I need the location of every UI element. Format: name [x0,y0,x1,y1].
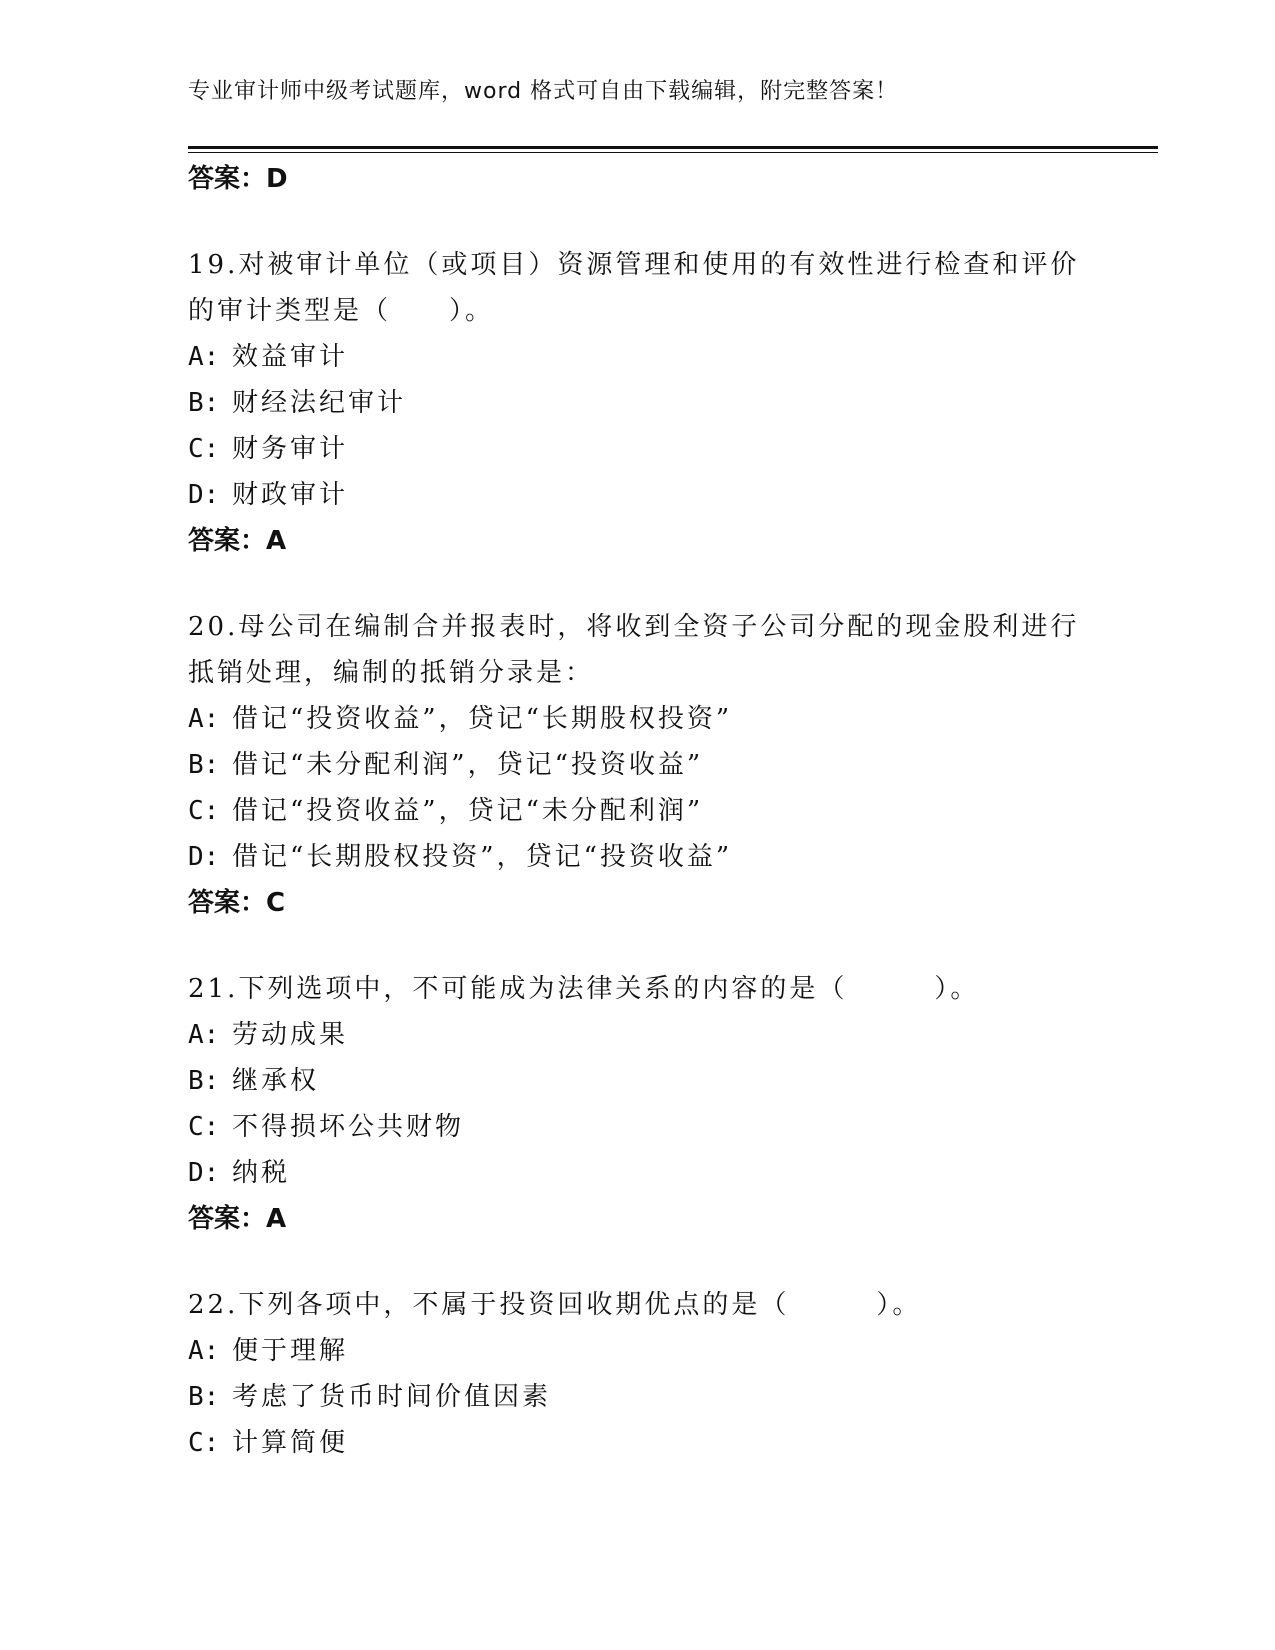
option-21-c: C: 不得损坏公共财物 [188,1112,465,1142]
option-22-a: A: 便于理解 [188,1336,349,1366]
question-list [188,156,1088,1466]
page-header: 专业审计师中级考试题库，word 格式可自由下载编辑，附完整答案！ [188,79,899,104]
answer-q21: 答案：A [188,1204,287,1234]
question-22-line-1: 22.下列各项中，不属于投资回收期优点的是（ ）。 [188,1290,922,1320]
question-20-line-1: 20.母公司在编制合并报表时，将收到全资子公司分配的现金股利进行 [188,612,1080,642]
option-19-a: A: 效益审计 [188,342,349,372]
question-20-line-2: 抵销处理，编制的抵销分录是： [188,658,595,688]
header-rule-thick [188,146,1158,149]
header-rule-thin [188,152,1158,153]
option-20-d: D: 借记“长期股权投资”，贷记“投资收益” [188,842,733,872]
option-19-b: B: 财经法纪审计 [188,388,407,418]
option-20-a: A: 借记“投资收益”，贷记“长期股权投资” [188,704,733,734]
question-19-line-2: 的审计类型是（ ）。 [188,296,495,326]
option-22-c: C: 计算简便 [188,1428,349,1458]
question-19-line-1: 19.对被审计单位（或项目）资源管理和使用的有效性进行检查和评价 [188,250,1080,280]
option-22-b: B: 考虑了货币时间价值因素 [188,1382,552,1412]
option-21-b: B: 继承权 [188,1066,320,1096]
question-21 [188,966,1088,1242]
question-20 [188,604,1088,926]
question-22 [188,1282,1088,1466]
option-20-c: C: 借记“投资收益”，贷记“未分配利润” [188,796,704,826]
answer-q18: 答案：D [188,164,288,194]
option-20-b: B: 借记“未分配利润”，贷记“投资收益” [188,750,704,780]
option-19-c: C: 财务审计 [188,434,349,464]
question-19 [188,242,1088,564]
option-21-a: A: 劳动成果 [188,1020,349,1050]
answer-q19: 答案：A [188,526,287,556]
answer-q20: 答案：C [188,888,286,918]
option-19-d: D: 财政审计 [188,480,349,510]
question-21-line-1: 21.下列选项中，不可能成为法律关系的内容的是（ ）。 [188,974,980,1004]
option-21-d: D: 纳税 [188,1158,291,1188]
